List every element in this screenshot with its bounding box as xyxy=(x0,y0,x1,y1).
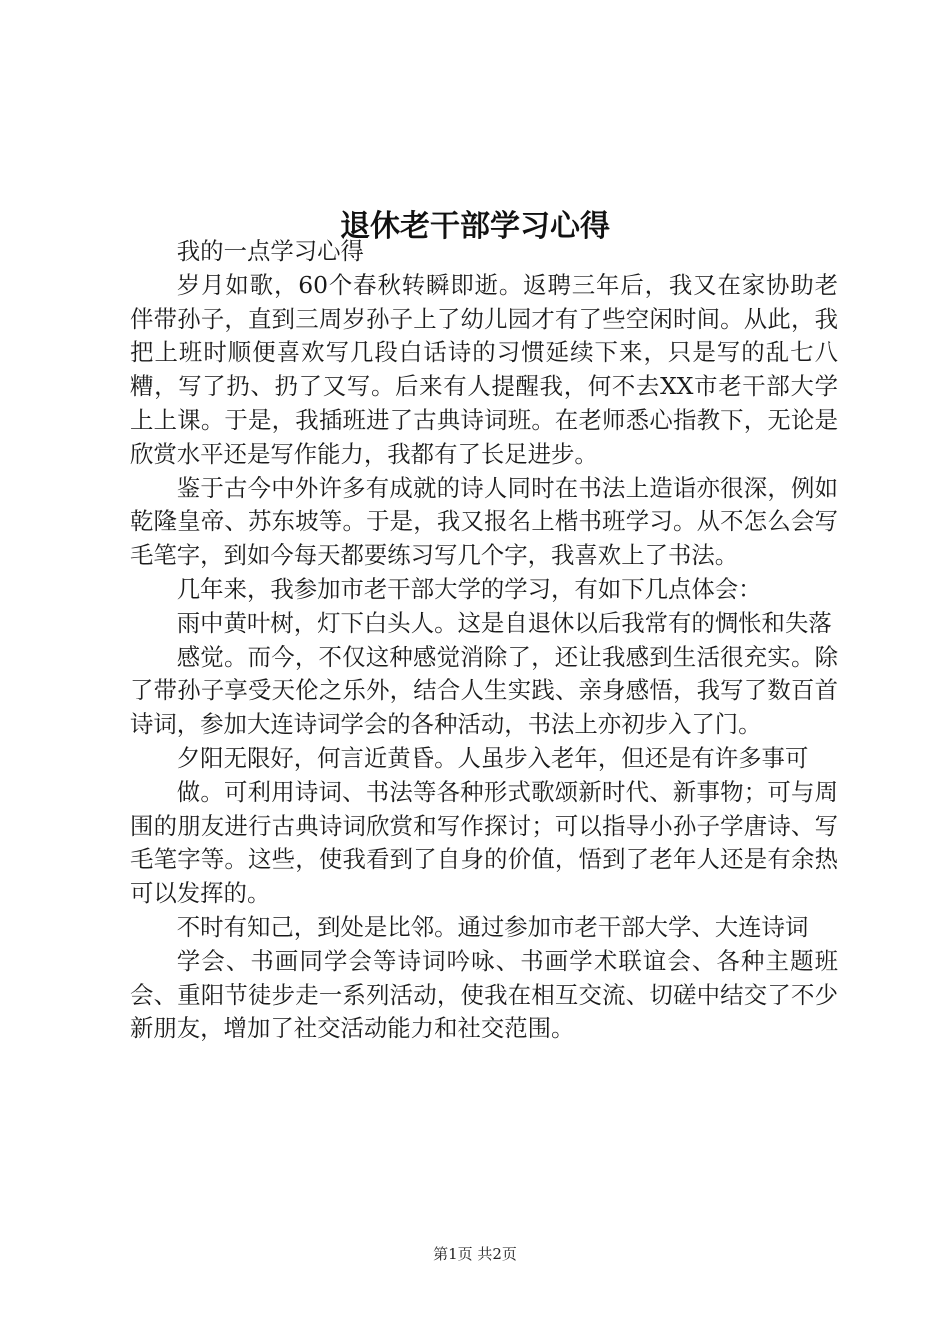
paragraph-subtitle: 我的一点学习心得 xyxy=(176,237,364,265)
paragraph: 夕阳无限好，何言近黄昏。人虽步入老年，但还是有许多事可 xyxy=(176,743,809,772)
paragraph: 几年来，我参加市老干部大学的学习，有如下几点体会： xyxy=(176,574,762,603)
document-title: 退休老干部学习心得 xyxy=(340,209,610,245)
paragraph: 雨中黄叶树，灯下白头人。这是自退休以后我常有的惆怅和失落 xyxy=(176,608,832,637)
paragraph: 鉴于古今中外许多有成就的诗人同时在书法上造诣亦很深，例如乾隆皇帝、苏东坡等。于是，我又报名上楷书班学习。从不怎么会写毛笔字，到如今每天都要练习写几个字，我喜欢上了书法。 xyxy=(130,473,838,570)
paragraph: 学会、书画同学会等诗词吟咏、书画学术联谊会、各种主题班会、重阳节徒步走一系列活动，使我在相互交流、切磋中结交了不少新朋友，增加了社交活动能力和社交范围。 xyxy=(130,946,838,1043)
paragraph: 感觉。而今，不仅这种感觉消除了，还让我感到生活很充实。除了带孙子享受天伦之乐外，结合人生实践、亲身感悟，我写了数百首诗词，参加大连诗词学会的各种活动，书法上亦初步入了门。 xyxy=(130,642,838,739)
document-body xyxy=(130,235,838,1046)
paragraph: 岁月如歌，60个春秋转瞬即逝。返聘三年后，我又在家协助老伴带孙子，直到三周岁孙子上了幼儿园才有了些空闲时间。从此，我把上班时顺便喜欢写几段白话诗的习惯延续下来，只是写的乱七八糟，写了扔、扔了又写。后来有人提醒我，何不去XX市老干部大学上上课。于是，我插班进了古典诗词班。在老师悉心指教下，无论是欣赏水平还是写作能力，我都有了长足进步。 xyxy=(130,270,838,468)
page-number-footer: 第1页 共2页 xyxy=(433,1245,517,1263)
paragraph: 不时有知己，到处是比邻。通过参加市老干部大学、大连诗词 xyxy=(176,912,809,941)
paragraph: 做。可利用诗词、书法等各种形式歌颂新时代、新事物；可与周围的朋友进行古典诗词欣赏和写作探讨；可以指导小孙子学唐诗、写毛笔字等。这些，使我看到了自身的价值，悟到了老年人还是有余热可以发挥的。 xyxy=(130,777,838,908)
